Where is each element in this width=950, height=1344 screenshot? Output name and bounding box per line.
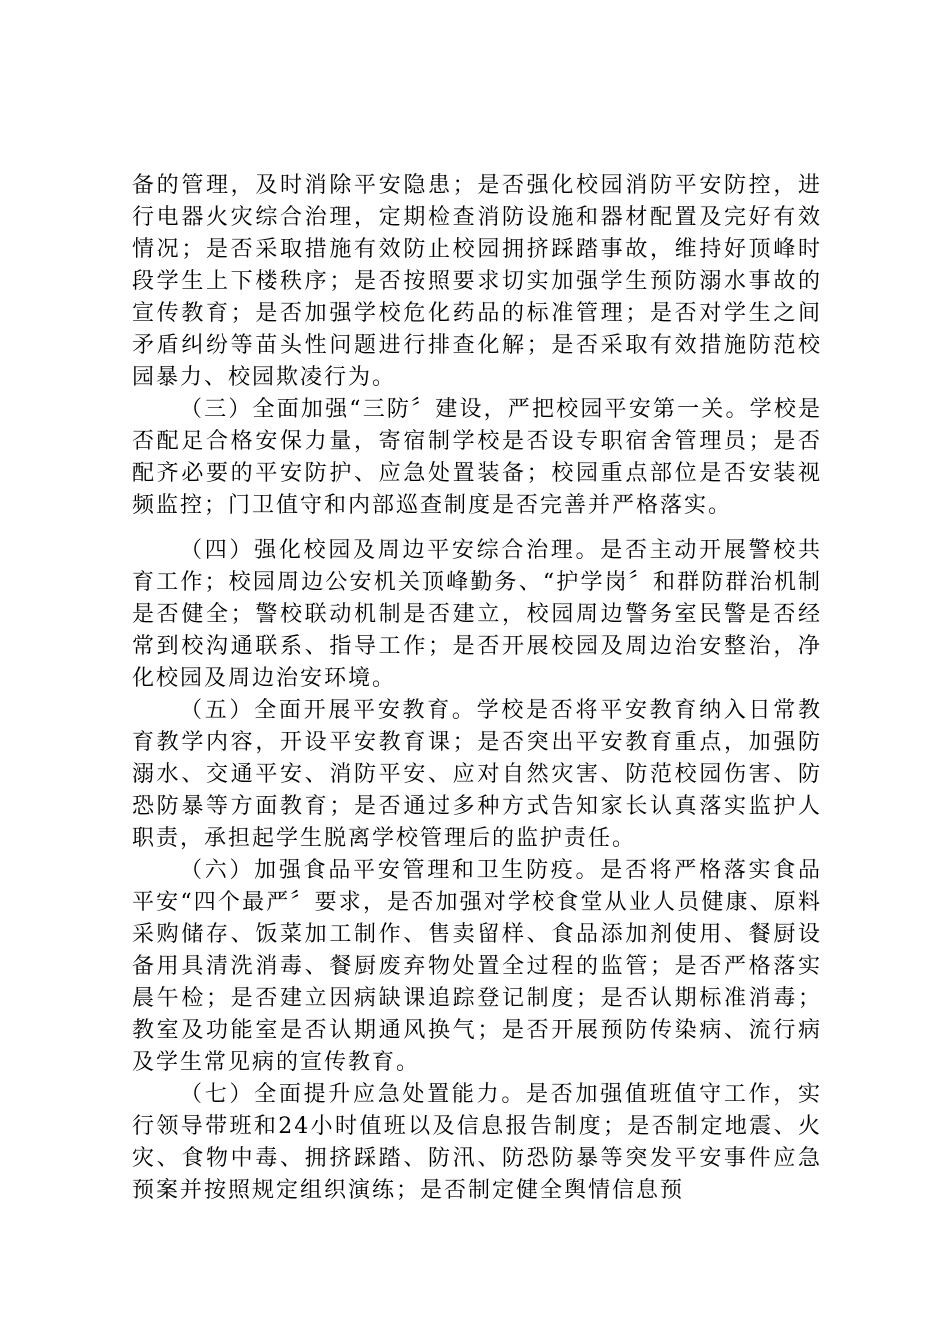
text-block-top — [132, 170, 822, 522]
paragraph-section-4: （四）强化校园及周边平安综合治理。是否主动开展警校共育工作；校园周边公安机关顶峰勤务、“护学岗〞和群防群治机制是否健全；警校联动机制是否建立，校园周边警务室民警是否经常到校沟通联系、指导工作；是否开展校园及周边治安整治，净化校园及周边治安环境。 — [132, 538, 822, 691]
paragraph-continuation: 备的管理，及时消除平安隐患；是否强化校园消防平安防控，进行电器火灾综合治理，定期检查消防设施和器材配置及完好有效情况；是否采取措施有效防止校园拥挤踩踏事故，维持好顶峰时段学生上下楼秩序；是否按照要求切实加强学生预防溺水事故的宣传教育；是否加强学校危化药品的标准管理；是否对学生之间矛盾纠纷等苗头性问题进行排查化解；是否采取有效措施防范校园暴力、校园欺凌行为。 — [132, 173, 822, 390]
text-block-bottom — [132, 535, 822, 1207]
paragraph-section-3: （三）全面加强“三防〞建设，严把校园平安第一关。学校是否配足合格安保力量，寄宿制学校是否设专职宿舍管理员；是否配齐必要的平安防护、应急处置装备；校园重点部位是否安装视频监控；门卫值守和内部巡查制度是否完善并严格落实。 — [132, 397, 822, 518]
paragraph-section-5: （五）全面开展平安教育。学校是否将平安教育纳入日常教育教学内容，开设平安教育课；是否突出平安教育重点，加强防溺水、交通平安、消防平安、应对自然灾害、防范校园伤害、防恐防暴等方面教育；是否通过多种方式告知家长认真落实监护人职责，承担起学生脱离学校管理后的监护责任。 — [132, 698, 822, 851]
paragraph-section-7: （七）全面提升应急处置能力。是否加强值班值守工作，实行领导带班和24小时值班以及信息报告制度；是否制定地震、火灾、食物中毒、拥挤踩踏、防汛、防恐防暴等突发平安事件应急预案并按照规定组织演练；是否制定健全舆情信息预 — [132, 1082, 822, 1203]
paragraph-section-6: （六）加强食品平安管理和卫生防疫。是否将严格落实食品平安“四个最严〞要求，是否加强对学校食堂从业人员健康、原料采购储存、饭菜加工制作、售卖留样、食品添加剂使用、餐厨设备用具清洗消毒、餐厨废弃物处置全过程的监管；是否严格落实晨午检；是否建立因病缺课追踪登记制度；是否认期标准消毒；教室及功能室是否认期通风换气；是否开展预防传染病、流行病及学生常见病的宣传教育。 — [132, 858, 822, 1075]
